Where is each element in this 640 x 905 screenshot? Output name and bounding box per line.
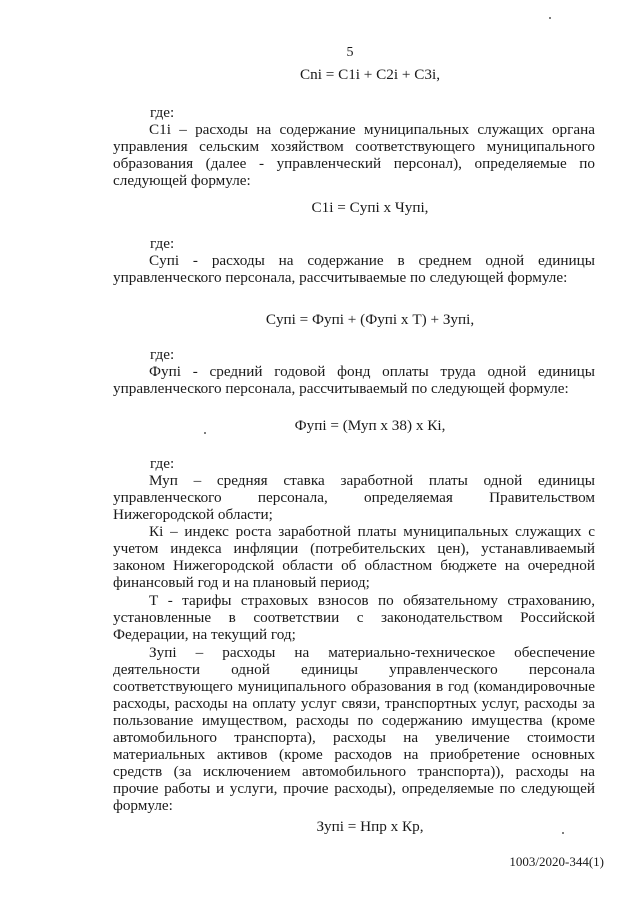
formula-cupi: Cупi = Фупi + (Фупi х Т) + Зупi, — [265, 311, 475, 328]
page-number: 5 — [346, 45, 354, 60]
where-label: где: — [150, 235, 175, 252]
where-label: где: — [150, 104, 175, 121]
paragraph-t: Т - тарифы страховых взносов по обязательному страхованию, установленные в соответствии с законодательством Российской Федерации, на текущий год; — [113, 592, 595, 643]
where-label: где: — [150, 455, 175, 472]
paragraph-zupi: Зупi – расходы на материально-техническое обеспечение деятельности одной единицы управленческого персонала соответствующего муниципального образования в год (командировочные расходы, расходы на оплату услуг связи, транспортных услуг, расходы за пользование имуществом, расходы по содержанию имущества (кроме автомобильного транспорта), расходы на увеличение стоимости материальных активов (кроме расходов на приобретение основных средств (за исключением автомобильного транспорта)), расходы на прочие работы и услуги, прочие расходы), определяемые по следующей формуле: — [113, 644, 595, 814]
formula-zupi: Зупi = Нпр х Кр, — [316, 818, 424, 835]
scan-speck — [549, 17, 551, 19]
paragraph-fupi: Фупi - средний годовой фонд оплаты труда одной единицы управленческого персонала, рассчитываемый по следующей формуле: — [113, 363, 595, 397]
footer-document-code: 1003/2020-344(1) — [509, 854, 604, 869]
paragraph-c1i: C1i – расходы на содержание муниципальных служащих органа управления сельским хозяйством соответствующего муниципального образования (далее - управленческий персонал), определяемые по следующей формуле: — [113, 121, 595, 189]
paragraph-ki: Кi – индекс роста заработной платы муниципальных служащих с учетом индекса инфляции (потребительских цен), устанавливаемый законом Нижегородской области об областном бюджете на очередной финансовый год и на плановый период; — [113, 523, 595, 591]
formula-fupi: Фупi = (Муп х 38) х Кi, — [294, 417, 446, 434]
where-label: где: — [150, 346, 175, 363]
paragraph-mup: Муп – средняя ставка заработной платы одной единицы управленческого персонала, определяемая Правительством Нижегородской области; — [113, 472, 595, 523]
formula-c1i: C1i = Cупi х Чупi, — [311, 199, 429, 216]
paragraph-cupi: Cупi - расходы на содержание в среднем одной единицы управленческого персонала, рассчитываемые по следующей формуле: — [113, 252, 595, 286]
formula-cni: Cni = C1i + C2i + C3i, — [299, 66, 441, 83]
